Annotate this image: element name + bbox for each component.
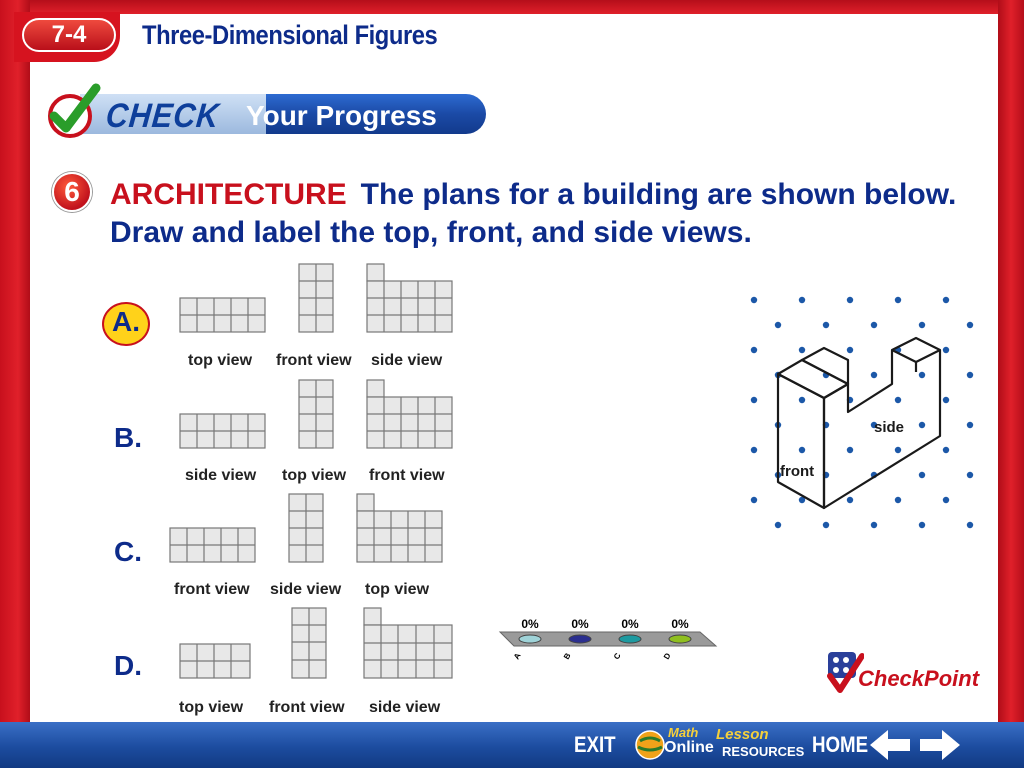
grid-dot bbox=[919, 322, 925, 328]
checkpoint-label: CheckPoint bbox=[858, 666, 980, 691]
value-label-a: 0% bbox=[521, 617, 539, 631]
value-label-d: 0% bbox=[671, 617, 689, 631]
option-c-label-2: side view bbox=[270, 581, 342, 598]
lesson-number: 7-4 bbox=[22, 18, 116, 52]
forward-arrow-icon[interactable] bbox=[918, 727, 962, 763]
grid-dot bbox=[895, 447, 901, 453]
grid-dot bbox=[967, 322, 973, 328]
question-keyword: ARCHITECTURE bbox=[110, 178, 347, 211]
grid-dot bbox=[751, 297, 757, 303]
option-d-views[interactable] bbox=[176, 606, 476, 686]
grid-dot bbox=[847, 447, 853, 453]
grid-dot bbox=[871, 522, 877, 528]
grid-dot bbox=[775, 322, 781, 328]
bar-b bbox=[569, 635, 591, 643]
grid-dot bbox=[751, 397, 757, 403]
grid-dot bbox=[823, 322, 829, 328]
option-a-letter[interactable]: A. bbox=[112, 306, 140, 337]
grid-dot bbox=[751, 447, 757, 453]
category-label-b: B bbox=[561, 651, 573, 661]
option-a-label-2: front view bbox=[276, 352, 352, 369]
option-d-label-2: front view bbox=[269, 699, 345, 716]
option-c-label-1: front view bbox=[174, 581, 250, 598]
option-c-letter[interactable]: C. bbox=[114, 536, 142, 567]
checkmark-icon bbox=[40, 82, 104, 140]
check-word: CHECK bbox=[104, 97, 222, 135]
option-d-label-3: side view bbox=[369, 699, 441, 716]
option-d-letter[interactable]: D. bbox=[114, 650, 142, 681]
grid-dot bbox=[847, 497, 853, 503]
lesson-resources-label-2[interactable]: RESOURCES bbox=[722, 744, 805, 759]
building-outline bbox=[778, 338, 940, 508]
option-c-label-3: top view bbox=[365, 581, 430, 598]
grid-dot bbox=[871, 372, 877, 378]
grid-dot bbox=[895, 497, 901, 503]
grid-dot bbox=[751, 497, 757, 503]
grid-dot bbox=[751, 347, 757, 353]
your-progress-word: Your Progress bbox=[246, 100, 437, 131]
question-body: The plans for a building are shown below. Draw and label the top, front, and side views. bbox=[110, 178, 957, 249]
grid-dot bbox=[799, 397, 805, 403]
category-label-c: C bbox=[611, 651, 623, 661]
option-b-label-3: front view bbox=[369, 467, 445, 484]
grid-dot bbox=[919, 422, 925, 428]
grid-dot bbox=[943, 497, 949, 503]
option-a-view-3 bbox=[367, 264, 452, 332]
grid-dot bbox=[943, 447, 949, 453]
grid-dot bbox=[895, 397, 901, 403]
bar-a bbox=[519, 635, 541, 643]
grid-dot bbox=[943, 397, 949, 403]
grid-dot bbox=[943, 347, 949, 353]
side-label: side bbox=[874, 419, 905, 436]
lesson-resources-label-1[interactable]: Lesson bbox=[716, 726, 769, 743]
grid-dot bbox=[967, 472, 973, 478]
category-label-d: D bbox=[661, 651, 673, 661]
isometric-building-figure bbox=[740, 288, 980, 538]
grid-dot bbox=[967, 522, 973, 528]
grid-dot bbox=[943, 297, 949, 303]
bar-c bbox=[619, 635, 641, 643]
grid-dot bbox=[799, 297, 805, 303]
math-online-label-1[interactable]: Math bbox=[668, 725, 699, 740]
bar-d bbox=[669, 635, 691, 643]
option-b-letter[interactable]: B. bbox=[114, 422, 142, 453]
grid-dot bbox=[919, 372, 925, 378]
math-online-label-2[interactable]: Online bbox=[664, 739, 714, 756]
frame-top bbox=[0, 0, 1024, 14]
question-text bbox=[110, 176, 980, 252]
response-chart bbox=[496, 612, 720, 672]
option-a-label-3: side view bbox=[371, 352, 443, 369]
frame-right bbox=[998, 0, 1024, 768]
grid-dot bbox=[847, 347, 853, 353]
grid-dot bbox=[799, 347, 805, 353]
question-number-badge: 6 bbox=[52, 172, 92, 212]
grid-dot bbox=[919, 522, 925, 528]
option-d-label-1: top view bbox=[179, 699, 244, 716]
grid-dot bbox=[919, 472, 925, 478]
lesson-title: Three-Dimensional Figures bbox=[142, 20, 438, 50]
frame-left bbox=[0, 0, 30, 768]
grid-dot bbox=[967, 422, 973, 428]
back-arrow-icon[interactable] bbox=[868, 727, 912, 763]
option-a-view-1 bbox=[180, 298, 265, 332]
category-label-a: A bbox=[511, 651, 523, 661]
grid-dot bbox=[895, 297, 901, 303]
option-b-label-1: side view bbox=[185, 467, 257, 484]
option-a-views[interactable] bbox=[176, 262, 476, 342]
grid-dot bbox=[847, 297, 853, 303]
checkpoint-button[interactable] bbox=[824, 648, 984, 700]
option-b-views[interactable] bbox=[176, 378, 476, 458]
option-a-view-2 bbox=[299, 264, 333, 332]
home-button[interactable]: HOME bbox=[812, 732, 869, 757]
grid-dot bbox=[799, 447, 805, 453]
exit-button[interactable]: EXIT bbox=[574, 732, 616, 757]
grid-dot bbox=[775, 522, 781, 528]
check-your-progress-banner bbox=[40, 82, 486, 140]
grid-dot bbox=[823, 522, 829, 528]
grid-dot bbox=[967, 372, 973, 378]
value-label-b: 0% bbox=[571, 617, 589, 631]
option-b-label-2: top view bbox=[282, 467, 347, 484]
value-label-c: 0% bbox=[621, 617, 639, 631]
grid-dot bbox=[871, 322, 877, 328]
globe-icon bbox=[634, 729, 666, 761]
option-c-views[interactable] bbox=[166, 492, 466, 572]
option-a-label-1: top view bbox=[188, 352, 253, 369]
front-label: front bbox=[780, 463, 815, 480]
